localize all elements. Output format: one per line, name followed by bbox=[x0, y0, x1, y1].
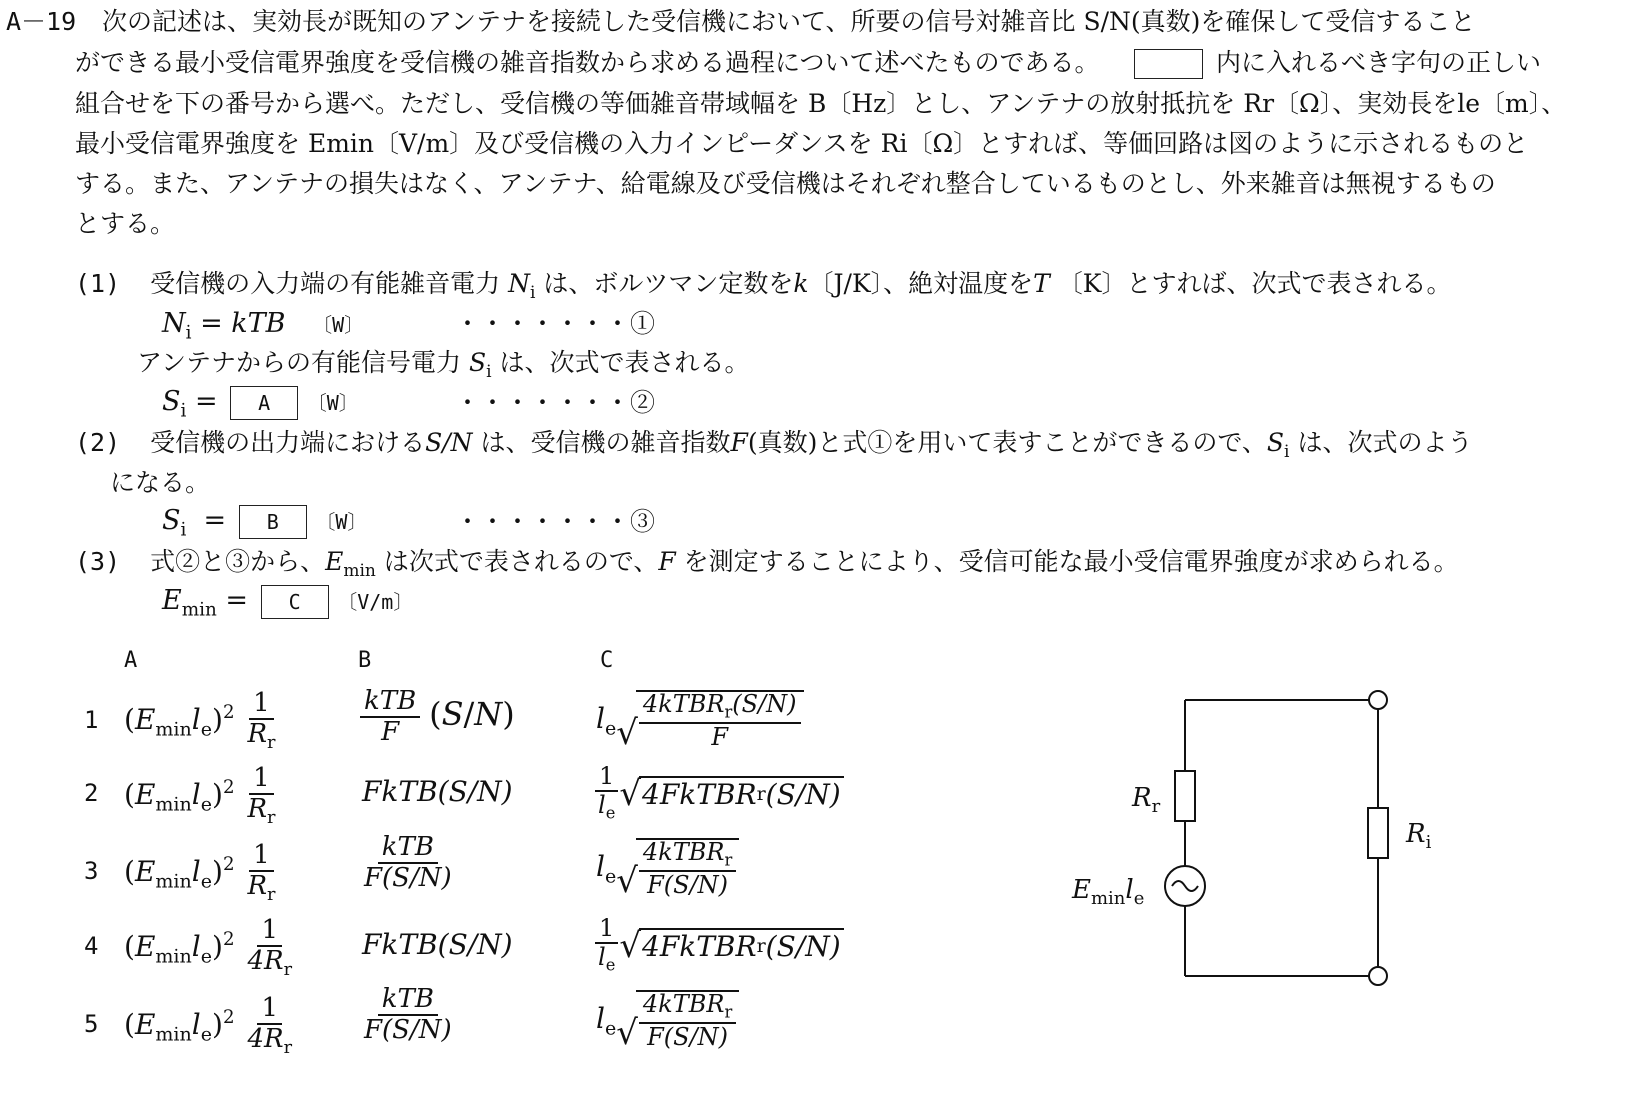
column-header-a: A bbox=[124, 648, 138, 673]
step-1-line-2: アンテナからの有能信号電力 $S_i$ は、次式で表される。 bbox=[137, 348, 750, 382]
radiation-resistance-rr bbox=[1175, 771, 1195, 821]
question-line-1: 次の記述は、実効長が既知のアンテナを接続した受信機において、所要の信号対雑音比 S/N(真数)を確保して受信すること bbox=[102, 7, 1476, 36]
step-2-line-2: になる。 bbox=[110, 468, 211, 497]
choice-5-c: $l_e$ √ $\frac{4kTBR_r}{F(S/N)}$ bbox=[596, 990, 739, 1050]
step-2-text-c: (真数)と式①を用いて表すことができるので、 bbox=[747, 428, 1267, 457]
equation-3-dots: ・・・・・・・③ bbox=[455, 507, 656, 536]
choice-4-b: FkTB(S/N) bbox=[362, 928, 513, 961]
answer-box-c: C bbox=[261, 585, 329, 619]
choice-3-b: $\frac{\text{kTB}}{F(S/N)}$ bbox=[364, 832, 452, 894]
question-line-5: する。また、アンテナの損失はなく、アンテナ、給電線及び受信機はそれぞれ整合しているものとし、外来雑音は無視するもの bbox=[75, 169, 1496, 198]
equation-1-dots: ・・・・・・・① bbox=[455, 309, 656, 338]
equation-2: $S_i = A$ 〔W〕 bbox=[162, 386, 359, 422]
choice-3-a: $(E_{min}l_e)^2$ $\frac{1}{R_r}$ bbox=[124, 840, 276, 906]
label-rr: $R_r$ bbox=[1132, 783, 1161, 817]
question-line-3: 組合せを下の番号から選べ。ただし、受信機の等価雑音帯域幅を B〔Hz〕とし、アンテナの放射抵抗を Rr〔Ω〕、実効長をle〔m〕、 bbox=[75, 89, 1567, 118]
choice-number-1: 1 bbox=[84, 706, 99, 734]
equation-3-unit: 〔W〕 bbox=[315, 510, 368, 534]
choice-number-3: 3 bbox=[84, 857, 99, 885]
label-emin-le: $E_{min}l_e$ bbox=[1072, 875, 1145, 909]
choice-4-a: $(E_{min}l_e)^2$ $\frac{1}{4R_r}$ bbox=[124, 915, 293, 981]
step-3-text-b: は次式で表されるので、 bbox=[383, 547, 659, 576]
choice-1-a: $(E_{min}l_e)^2$ $\frac{1}{R_r}$ bbox=[124, 688, 276, 754]
terminal-bottom bbox=[1369, 967, 1387, 985]
equation-3: $S_i = B$ 〔W〕 bbox=[162, 505, 368, 541]
step-3-text-c: を測定することにより、受信可能な最小受信電界強度が求められる。 bbox=[683, 547, 1459, 576]
answer-box-a: A bbox=[230, 386, 298, 420]
choice-1-b: $\frac{\text{kTB}}{F}$ (S/N) bbox=[360, 688, 515, 747]
question-line-2-text: ができる最小受信電界強度を受信機の雑音指数から求める過程について述べたものである。 bbox=[75, 48, 1100, 77]
step-1-label: (1) bbox=[75, 269, 121, 298]
answer-box-b: B bbox=[239, 505, 307, 539]
question-line-4: 最小受信電界強度を Emin〔V/m〕及び受信機の入力インピーダンスを Ri〔Ω〕とすれば、等価回路は図のように示されるものと bbox=[75, 129, 1529, 158]
equation-1: $N_i$ = kTB 〔W〕 bbox=[162, 308, 365, 344]
equivalent-circuit-diagram bbox=[1060, 680, 1460, 1000]
equation-4: $E_{min} = C$ 〔V/m〕 bbox=[162, 585, 414, 621]
step-2-text-a: 受信機の出力端における bbox=[150, 428, 426, 457]
step-2-label: (2) bbox=[75, 428, 121, 457]
step-1-text-a: 受信機の入力端の有能雑音電力 bbox=[150, 269, 501, 298]
choice-5-b: $\frac{\text{kTB}}{F(S/N)}$ bbox=[364, 984, 452, 1046]
choice-4-c: $\frac{1}{l_e}$ √ 4FkTBR r (S/N) bbox=[594, 916, 844, 974]
choice-2-a: $(E_{min}l_e)^2$ $\frac{1}{R_r}$ bbox=[124, 763, 276, 829]
choice-3-c: $l_e$ √ $\frac{4kTBR_r}{F(S/N)}$ bbox=[596, 838, 739, 898]
step-1-text-c: 〔J/K〕、絶対温度を bbox=[808, 269, 1034, 298]
label-ri: $R_i$ bbox=[1406, 819, 1432, 853]
step-1-text-d: 〔K〕とすれば、次式で表される。 bbox=[1057, 269, 1452, 298]
question-line-2 bbox=[75, 42, 1100, 84]
equation-2-dots: ・・・・・・・② bbox=[455, 388, 656, 417]
column-header-c: C bbox=[600, 648, 614, 673]
step-1-line-2-b: は、次式で表される。 bbox=[499, 348, 750, 377]
step-2-line: (2) 受信機の出力端におけるS/N は、受信機の雑音指数F(真数)と式①を用いて表すことができるので、$S_i$ は、次式のよう bbox=[75, 428, 1473, 462]
input-impedance-ri bbox=[1368, 808, 1388, 858]
choice-2-c: $\frac{1}{l_e}$ √ 4FkTBR r (S/N) bbox=[594, 764, 844, 822]
choice-number-2: 2 bbox=[84, 779, 99, 807]
choice-number-4: 4 bbox=[84, 932, 99, 960]
step-3-label: (3) bbox=[75, 547, 121, 576]
question-line-2b: 内に入れるべき字句の正しい bbox=[1216, 48, 1542, 77]
step-3-text-a: 式②と③から、 bbox=[150, 547, 326, 576]
equation-2-unit: 〔W〕 bbox=[306, 391, 359, 415]
blank-box bbox=[1134, 49, 1203, 79]
step-1-text-b: は、ボルツマン定数を bbox=[543, 269, 794, 298]
step-1-line-2-a: アンテナからの有能信号電力 bbox=[137, 348, 462, 377]
choice-2-b: FkTB(S/N) bbox=[362, 775, 513, 808]
choice-number-5: 5 bbox=[84, 1010, 99, 1038]
choice-5-a: $(E_{min}l_e)^2$ $\frac{1}{4R_r}$ bbox=[124, 993, 293, 1059]
terminal-top bbox=[1369, 691, 1387, 709]
equation-4-unit: 〔V/m〕 bbox=[337, 590, 414, 614]
step-3-line: (3) 式②と③から、$E_{min}$ は次式で表されるので、F を測定することにより、受信可能な最小受信電界強度が求められる。 bbox=[75, 547, 1459, 581]
column-header-b: B bbox=[358, 648, 372, 673]
equation-1-unit: 〔W〕 bbox=[312, 313, 365, 337]
question-number: A－19 bbox=[6, 7, 77, 36]
question-line-6: とする。 bbox=[75, 209, 176, 238]
step-1-line: (1) 受信機の入力端の有能雑音電力 $N_i$ は、ボルツマン定数をk〔J/K〕、絶対温度をT 〔K〕とすれば、次式で表される。 bbox=[75, 269, 1452, 303]
step-2-text-d: は、次式のよう bbox=[1297, 428, 1473, 457]
choice-1-c: $l_e$ √ $\frac{4kTBR_r(S/N)}{F}$ bbox=[596, 690, 804, 750]
sine-wave-icon bbox=[1172, 881, 1198, 891]
step-2-text-b: は、受信機の雑音指数 bbox=[480, 428, 731, 457]
